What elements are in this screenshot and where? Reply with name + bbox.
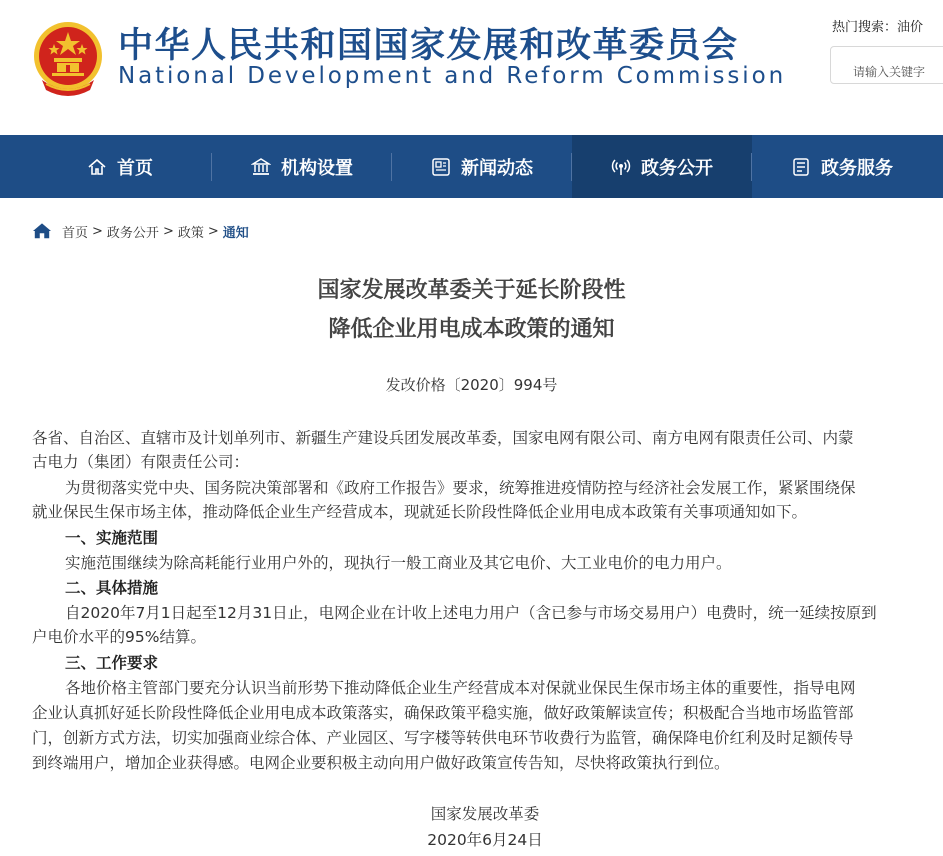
addressee-line: 古电力（集团）有限责任公司： (32, 453, 250, 471)
breadcrumb-government-affairs[interactable]: 政务公开 (106, 225, 159, 241)
nav-item-organization[interactable] (212, 135, 392, 198)
nav-item-label: 新闻动态 (461, 157, 533, 179)
site-title-cn[interactable]: 中华人民共和国国家发展和改革委员会 (118, 26, 739, 66)
section-paragraph: 门，创新方式方法，切实加强商业综合体、产业园区、写字楼等转供电环节收费行为监管，确保降电价红利及时足额传导 (32, 729, 854, 747)
nav-item-label: 政务服务 (821, 157, 893, 179)
intro-paragraph: 为贯彻落实党中央、国务院决策部署和《政府工作报告》要求，统筹推进疫情防控与经济社会发展工作，紧紧围绕保 (65, 479, 856, 497)
publish-date: 2020年6月24日 (427, 831, 543, 849)
breadcrumb-separator: > (162, 223, 174, 239)
building-icon (251, 157, 271, 177)
section-paragraph: 企业认真抓好延长阶段性降低企业用电成本政策落实，确保政策平稳实施，做好政策解读宣传；积极配合当地市场监管部 (32, 704, 854, 722)
news-icon (431, 157, 451, 177)
hot-search-term[interactable]: 油价 (897, 20, 924, 35)
breadcrumb-separator: > (92, 223, 103, 239)
search-input[interactable] (830, 46, 943, 84)
nav-item-label: 政务公开 (641, 157, 713, 179)
site-title-en[interactable]: National Development and Reform Commission (118, 63, 787, 89)
article-title-line2: 降低企业用电成本政策的通知 (328, 317, 615, 342)
main-nav (0, 135, 943, 198)
breadcrumb-separator: > (207, 223, 219, 239)
section-paragraph: 户电价水平的95%结算。 (32, 628, 206, 646)
section-paragraph: 各地价格主管部门要充分认识当前形势下推动降低企业生产经营成本对保就业保民生保市场主体的重要性，指导电网 (65, 679, 856, 697)
hot-search-label: 热门搜索： (832, 20, 898, 35)
broadcast-icon (611, 157, 631, 177)
section-paragraph: 到终端用户，增加企业获得感。电网企业要积极主动向用户做好政策宣传告知，尽快将政策执行到位。 (32, 754, 730, 772)
home-icon (87, 157, 107, 177)
section-heading: 三、工作要求 (65, 654, 159, 672)
document-icon (791, 157, 811, 177)
nav-item-label: 首页 (117, 157, 153, 179)
intro-paragraph: 就业保民生保市场主体，推动降低企业生产经营成本，现就延长阶段性降低企业用电成本政策有关事项通知如下。 (32, 503, 808, 521)
breadcrumb-notice[interactable]: 通知 (222, 225, 249, 241)
section-heading: 一、实施范围 (65, 529, 159, 547)
addressee-line: 各省、自治区、直辖市及计划单列市、新疆生产建设兵团发展改革委，国家电网有限公司、南方电网有限责任公司、内蒙 (32, 429, 854, 447)
section-heading: 二、具体措施 (65, 579, 159, 597)
nav-item-label: 机构设置 (281, 157, 353, 179)
breadcrumb (32, 220, 249, 242)
signature: 国家发展改革委 (430, 805, 540, 823)
home-icon[interactable] (32, 222, 52, 240)
site-header (0, 0, 943, 135)
nav-item-services[interactable] (752, 135, 932, 198)
nav-item-government-affairs[interactable] (572, 135, 752, 198)
breadcrumb-policy[interactable]: 政策 (177, 225, 204, 241)
section-paragraph: 自2020年7月1日起至12月31日止，电网企业在计收上述电力用户（含已参与市场交易用户）电费时，统一延续按原到 (65, 604, 877, 622)
nav-item-news[interactable] (392, 135, 572, 198)
document-number: 发改价格〔2020〕994号 (385, 376, 558, 394)
article-title-line1: 国家发展改革委关于延长阶段性 (317, 278, 626, 303)
national-emblem-icon[interactable] (32, 18, 104, 98)
breadcrumb-home[interactable]: 首页 (62, 225, 89, 241)
section-paragraph: 实施范围继续为除高耗能行业用户外的，现执行一般工商业及其它电价、大工业电价的电力用户。 (65, 554, 732, 572)
nav-item-home[interactable] (30, 135, 210, 198)
hot-search (832, 16, 923, 35)
